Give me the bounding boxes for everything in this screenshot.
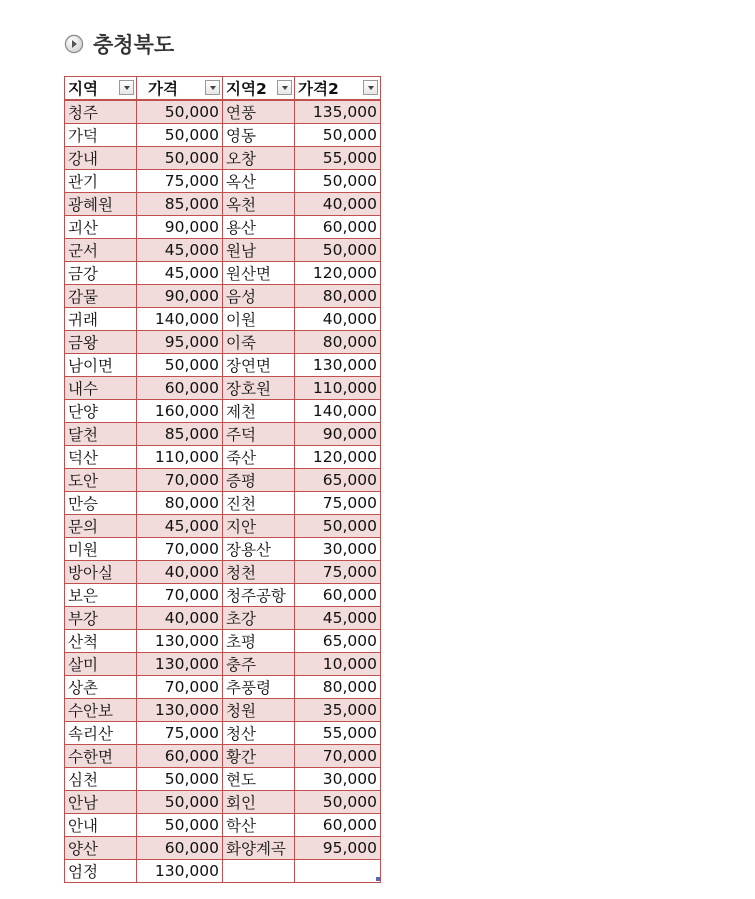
cell-price[interactable]: 50,000: [137, 791, 223, 814]
cell-price2[interactable]: 90,000: [295, 423, 381, 446]
cell-region[interactable]: 관기: [65, 170, 137, 193]
cell-region2[interactable]: 오창: [223, 147, 295, 170]
table-row: [65, 561, 381, 584]
table-row: [65, 124, 381, 147]
table-row: [65, 676, 381, 699]
cell-price[interactable]: 45,000: [137, 239, 223, 262]
cell-region[interactable]: 내수: [65, 377, 137, 400]
cell-price2[interactable]: 70,000: [295, 745, 381, 768]
cell-price[interactable]: 70,000: [137, 584, 223, 607]
cell-price2[interactable]: 50,000: [295, 239, 381, 262]
cell-region2[interactable]: 회인: [223, 791, 295, 814]
column-header-price2: [295, 77, 381, 101]
table-row: [65, 262, 381, 285]
cell-price2[interactable]: 55,000: [295, 147, 381, 170]
cell-region[interactable]: 엄정: [65, 860, 137, 883]
cell-price2[interactable]: 60,000: [295, 216, 381, 239]
cell-region[interactable]: 양산: [65, 837, 137, 860]
cell-price2[interactable]: 50,000: [295, 515, 381, 538]
cell-price2[interactable]: 30,000: [295, 768, 381, 791]
table-row: [65, 745, 381, 768]
cell-region[interactable]: 군서: [65, 239, 137, 262]
cell-price2[interactable]: 95,000: [295, 837, 381, 860]
table-row: [65, 469, 381, 492]
cell-region2[interactable]: 옥산: [223, 170, 295, 193]
table-resize-handle[interactable]: [376, 877, 380, 881]
cell-region[interactable]: 미원: [65, 538, 137, 561]
table-row: [65, 814, 381, 837]
table-row: [65, 538, 381, 561]
cell-price[interactable]: 95,000: [137, 331, 223, 354]
cell-region2[interactable]: 제천: [223, 400, 295, 423]
table-row: [65, 837, 381, 860]
table-row: [65, 607, 381, 630]
cell-price[interactable]: 90,000: [137, 285, 223, 308]
cell-price2[interactable]: 50,000: [295, 791, 381, 814]
cell-price[interactable]: 75,000: [137, 170, 223, 193]
table-row: [65, 653, 381, 676]
cell-region2[interactable]: 죽산: [223, 446, 295, 469]
cell-region[interactable]: 가덕: [65, 124, 137, 147]
cell-price2[interactable]: 120,000: [295, 262, 381, 285]
table-row: [65, 423, 381, 446]
cell-region[interactable]: 남이면: [65, 354, 137, 377]
cell-region[interactable]: 단양: [65, 400, 137, 423]
column-header-label: 가격2: [298, 80, 339, 98]
cell-region[interactable]: 부강: [65, 607, 137, 630]
filter-dropdown-icon[interactable]: [363, 80, 378, 95]
cell-price[interactable]: 50,000: [137, 768, 223, 791]
cell-region[interactable]: 속리산: [65, 722, 137, 745]
cell-region[interactable]: 청주: [65, 100, 137, 124]
table-row: [65, 492, 381, 515]
cell-region[interactable]: 방아실: [65, 561, 137, 584]
cell-region2[interactable]: 청산: [223, 722, 295, 745]
cell-region2[interactable]: 충주: [223, 653, 295, 676]
cell-price2[interactable]: 50,000: [295, 170, 381, 193]
cell-price2[interactable]: 50,000: [295, 124, 381, 147]
cell-region[interactable]: 수안보: [65, 699, 137, 722]
price-table: [64, 76, 381, 883]
table-row: [65, 331, 381, 354]
cell-price[interactable]: 90,000: [137, 216, 223, 239]
cell-price2[interactable]: 130,000: [295, 354, 381, 377]
table-header-row: [65, 77, 381, 101]
cell-region2[interactable]: 지안: [223, 515, 295, 538]
cell-price2[interactable]: 30,000: [295, 538, 381, 561]
cell-price2[interactable]: 80,000: [295, 331, 381, 354]
cell-region[interactable]: 문의: [65, 515, 137, 538]
table-body: [65, 100, 381, 883]
cell-region[interactable]: 산척: [65, 630, 137, 653]
table-row: [65, 722, 381, 745]
column-header-label: 가격: [148, 80, 178, 98]
column-header-region2: [223, 77, 295, 101]
cell-price[interactable]: 140,000: [137, 308, 223, 331]
cell-region[interactable]: 금강: [65, 262, 137, 285]
cell-region2[interactable]: 청천: [223, 561, 295, 584]
column-header-price: [137, 77, 223, 101]
table-row: [65, 860, 381, 883]
cell-price[interactable]: 80,000: [137, 492, 223, 515]
cell-price[interactable]: 85,000: [137, 423, 223, 446]
cell-region2[interactable]: 원남: [223, 239, 295, 262]
cell-region[interactable]: 살미: [65, 653, 137, 676]
cell-region[interactable]: 상촌: [65, 676, 137, 699]
cell-price[interactable]: 85,000: [137, 193, 223, 216]
cell-region2[interactable]: 옥천: [223, 193, 295, 216]
cell-region[interactable]: 안남: [65, 791, 137, 814]
cell-price[interactable]: 45,000: [137, 262, 223, 285]
table-row: [65, 630, 381, 653]
cell-price[interactable]: 60,000: [137, 745, 223, 768]
filter-dropdown-icon[interactable]: [119, 80, 134, 95]
cell-region2[interactable]: 장호원: [223, 377, 295, 400]
cell-price2[interactable]: 65,000: [295, 630, 381, 653]
cell-price2[interactable]: 140,000: [295, 400, 381, 423]
cell-price[interactable]: 50,000: [137, 100, 223, 124]
cell-region2[interactable]: 장용산: [223, 538, 295, 561]
cell-region2[interactable]: 화양계곡: [223, 837, 295, 860]
column-header-label: 지역2: [226, 80, 267, 98]
cell-price2[interactable]: 35,000: [295, 699, 381, 722]
cell-price2[interactable]: 60,000: [295, 814, 381, 837]
cell-price2[interactable]: 80,000: [295, 676, 381, 699]
cell-price[interactable]: 130,000: [137, 860, 223, 883]
table-row: [65, 584, 381, 607]
cell-region2[interactable]: 청원: [223, 699, 295, 722]
cell-region[interactable]: 광혜원: [65, 193, 137, 216]
table-row: [65, 308, 381, 331]
column-header-label: 지역: [68, 80, 98, 98]
cell-price[interactable]: 50,000: [137, 147, 223, 170]
table-row: [65, 400, 381, 423]
cell-region2[interactable]: 이죽: [223, 331, 295, 354]
cell-region[interactable]: 금왕: [65, 331, 137, 354]
table-row: [65, 100, 381, 124]
cell-price2[interactable]: 45,000: [295, 607, 381, 630]
cell-price2[interactable]: 60,000: [295, 584, 381, 607]
cell-price[interactable]: 130,000: [137, 699, 223, 722]
cell-price[interactable]: 70,000: [137, 538, 223, 561]
cell-price[interactable]: 50,000: [137, 124, 223, 147]
filter-dropdown-icon[interactable]: [205, 80, 220, 95]
cell-region2[interactable]: 진천: [223, 492, 295, 515]
cell-price2[interactable]: 75,000: [295, 492, 381, 515]
cell-region[interactable]: 덕산: [65, 446, 137, 469]
cell-region2[interactable]: 이원: [223, 308, 295, 331]
table-row: [65, 699, 381, 722]
cell-price2[interactable]: 80,000: [295, 285, 381, 308]
cell-price[interactable]: 70,000: [137, 469, 223, 492]
cell-region[interactable]: 괴산: [65, 216, 137, 239]
cell-price[interactable]: 40,000: [137, 607, 223, 630]
table-row: [65, 193, 381, 216]
cell-region2[interactable]: 현도: [223, 768, 295, 791]
filter-dropdown-icon[interactable]: [277, 80, 292, 95]
table-row: [65, 285, 381, 308]
cell-region2[interactable]: 청주공항: [223, 584, 295, 607]
cell-region2[interactable]: 초평: [223, 630, 295, 653]
cell-price[interactable]: 75,000: [137, 722, 223, 745]
cell-region[interactable]: 도안: [65, 469, 137, 492]
cell-price[interactable]: 40,000: [137, 561, 223, 584]
cell-region[interactable]: 만승: [65, 492, 137, 515]
cell-region[interactable]: 귀래: [65, 308, 137, 331]
cell-price[interactable]: 110,000: [137, 446, 223, 469]
cell-price[interactable]: 50,000: [137, 814, 223, 837]
cell-price2[interactable]: 110,000: [295, 377, 381, 400]
circle-arrow-right-icon: [64, 34, 84, 54]
cell-region[interactable]: 보은: [65, 584, 137, 607]
cell-price[interactable]: 70,000: [137, 676, 223, 699]
cell-price2[interactable]: 10,000: [295, 653, 381, 676]
cell-region[interactable]: 강내: [65, 147, 137, 170]
cell-price[interactable]: 60,000: [137, 377, 223, 400]
cell-region2[interactable]: 영동: [223, 124, 295, 147]
table-row: [65, 239, 381, 262]
table-row: [65, 768, 381, 791]
cell-price[interactable]: 60,000: [137, 837, 223, 860]
cell-price2[interactable]: 75,000: [295, 561, 381, 584]
cell-price[interactable]: 130,000: [137, 630, 223, 653]
cell-region2[interactable]: 추풍령: [223, 676, 295, 699]
table-row: [65, 170, 381, 193]
cell-region2[interactable]: 용산: [223, 216, 295, 239]
cell-region2[interactable]: 초강: [223, 607, 295, 630]
cell-price[interactable]: 160,000: [137, 400, 223, 423]
cell-region2[interactable]: 황간: [223, 745, 295, 768]
cell-price[interactable]: 45,000: [137, 515, 223, 538]
page-title: 충청북도: [93, 33, 175, 57]
cell-price2[interactable]: [295, 860, 381, 883]
cell-price2[interactable]: 40,000: [295, 308, 381, 331]
table-row: [65, 446, 381, 469]
cell-region2[interactable]: 장연면: [223, 354, 295, 377]
cell-region2[interactable]: 원산면: [223, 262, 295, 285]
cell-region2[interactable]: [223, 860, 295, 883]
cell-region2[interactable]: 주덕: [223, 423, 295, 446]
cell-region[interactable]: 심천: [65, 768, 137, 791]
table-row: [65, 354, 381, 377]
cell-price2[interactable]: 40,000: [295, 193, 381, 216]
cell-region[interactable]: 감물: [65, 285, 137, 308]
cell-price[interactable]: 50,000: [137, 354, 223, 377]
table-row: [65, 515, 381, 538]
cell-region[interactable]: 달천: [65, 423, 137, 446]
cell-region[interactable]: 안내: [65, 814, 137, 837]
section-heading: [64, 30, 174, 58]
column-header-region: [65, 77, 137, 101]
cell-price2[interactable]: 135,000: [295, 100, 381, 124]
cell-price2[interactable]: 55,000: [295, 722, 381, 745]
cell-region[interactable]: 수한면: [65, 745, 137, 768]
table-row: [65, 377, 381, 400]
cell-region2[interactable]: 연풍: [223, 100, 295, 124]
cell-price2[interactable]: 65,000: [295, 469, 381, 492]
cell-price2[interactable]: 120,000: [295, 446, 381, 469]
table-row: [65, 216, 381, 239]
cell-region2[interactable]: 음성: [223, 285, 295, 308]
cell-region2[interactable]: 학산: [223, 814, 295, 837]
cell-region2[interactable]: 증평: [223, 469, 295, 492]
table-row: [65, 791, 381, 814]
cell-price[interactable]: 130,000: [137, 653, 223, 676]
table-row: [65, 147, 381, 170]
